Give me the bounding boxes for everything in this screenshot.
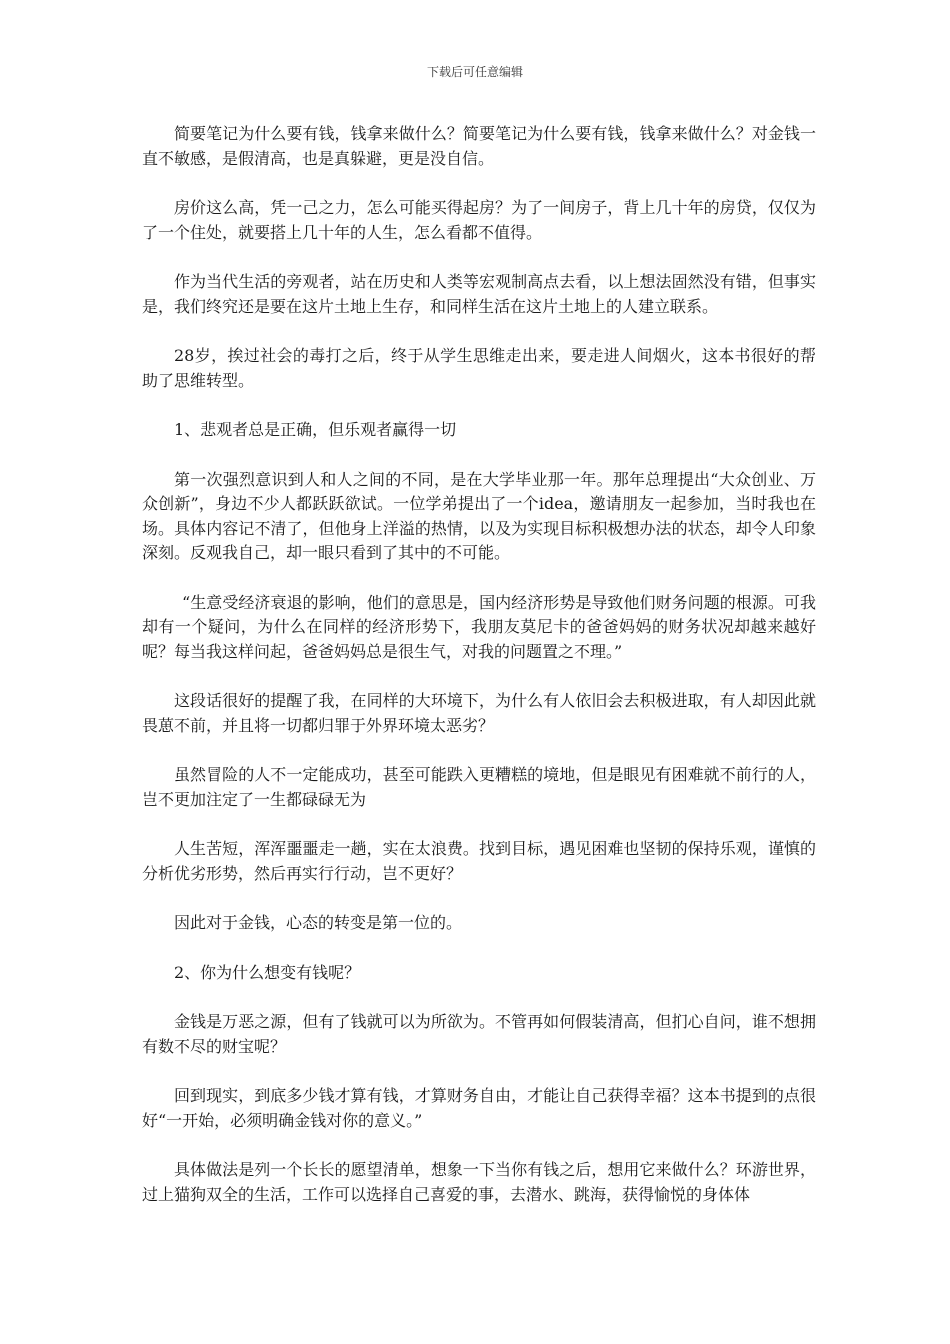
- paragraph: 这段话很好的提醒了我，在同样的大环境下，为什么有人依旧会去积极进取，有人却因此就畏葸不前，并且将一切都归罪于外界环境太恶劣？: [142, 691, 816, 735]
- section-heading: 2、你为什么想变有钱呢？: [174, 962, 361, 982]
- paragraph: 人生苦短，浑浑噩噩走一趟，实在太浪费。找到目标，遇见困难也坚韧的保持乐观，谨慎的分析优劣形势，然后再实行行动，岂不更好？: [142, 839, 816, 883]
- paragraph: 简要笔记为什么要有钱，钱拿来做什么？简要笔记为什么要有钱，钱拿来做什么？对金钱一直不敏感，是假清高，也是真躲避，更是没自信。: [142, 124, 816, 168]
- paragraph: 因此对于金钱，心态的转变是第一位的。: [174, 913, 463, 932]
- paragraph: 第一次强烈意识到人和人之间的不同，是在大学毕业那一年。那年总理提出“大众创业、万众创新”，身边不少人都跃跃欲试。一位学弟提出了一个idea，邀请朋友一起参加，当时我也在场。具体内容记不清了，但他身上洋溢的热情，以及为实现目标积极想办法的状态，却令人印象深刻。反观我自己，却一眼只看到了其中的不可能。: [142, 469, 816, 562]
- document-body: [142, 122, 816, 1232]
- section-heading: 1、悲观者总是正确，但乐观者赢得一切: [174, 420, 457, 439]
- paragraph: 具体做法是列一个长长的愿望清单，想象一下当你有钱之后，想用它来做什么？环游世界，过上猫狗双全的生活，工作可以选择自己喜爱的事，去潜水、跳海，获得愉悦的身体体: [142, 1160, 816, 1204]
- paragraph: 作为当代生活的旁观者，站在历史和人类等宏观制高点去看，以上想法固然没有错，但事实是，我们终究还是要在这片土地上生存，和同样生活在这片土地上的人建立联系。: [142, 272, 816, 316]
- paragraph: 房价这么高，凭一己之力，怎么可能买得起房？为了一间房子，背上几十年的房贷，仅仅为了一个住处，就要搭上几十年的人生，怎么看都不值得。: [142, 198, 816, 242]
- paragraph: 28岁，挨过社会的毒打之后，终于从学生思维走出来，要走进人间烟火，这本书很好的帮助了思维转型。: [142, 346, 816, 390]
- paragraph: 虽然冒险的人不一定能成功，甚至可能跌入更糟糕的境地，但是眼见有困难就不前行的人，岂不更加注定了一生都碌碌无为: [142, 765, 816, 809]
- page-header: 下载后可任意编辑: [426, 65, 523, 79]
- quote-paragraph: “生意受经济衰退的影响，他们的意思是，国内经济形势是导致他们财务问题的根源。可我却有一个疑问，为什么在同样的经济形势下，我朋友莫尼卡的爸爸妈妈的财务状况却越来越好呢？每当我这样问起，爸爸妈妈总是很生气，对我的问题置之不理。”: [142, 592, 816, 661]
- paragraph: 金钱是万恶之源，但有了钱就可以为所欲为。不管再如何假装清高，但扪心自问，谁不想拥有数不尽的财宝呢？: [142, 1012, 816, 1056]
- paragraph: 回到现实，到底多少钱才算有钱，才算财务自由，才能让自己获得幸福？这本书提到的点很好“一开始，必须明确金钱对你的意义。”: [142, 1086, 816, 1130]
